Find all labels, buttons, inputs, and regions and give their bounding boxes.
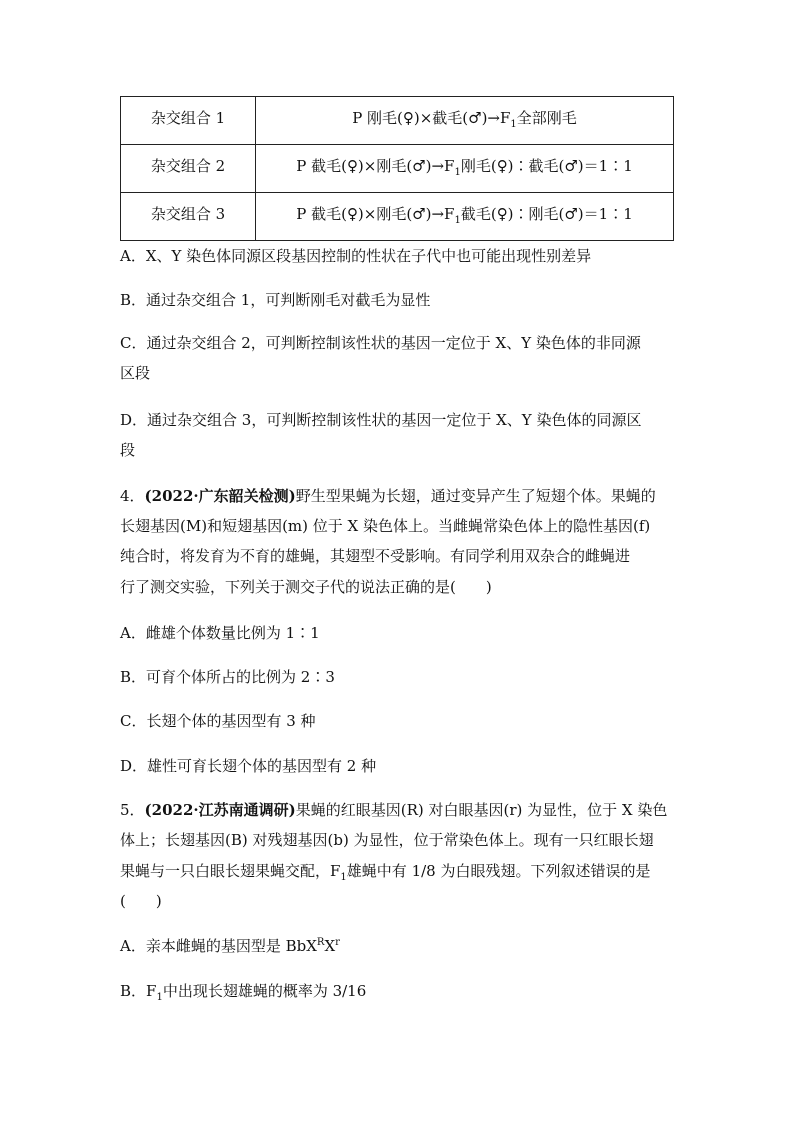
cross-description	[256, 97, 674, 145]
option-text: 中出现长翅雄蝇的概率为 3/16	[162, 982, 367, 1000]
subscript: 1	[454, 167, 461, 178]
table-row	[121, 145, 674, 193]
q3-option-c: C．通过杂交组合 2，可判断控制该性状的基因一定位于 X、Y 染色体的非同源	[120, 334, 641, 352]
q3-option-d: D．通过杂交组合 3，可判断控制该性状的基因一定位于 X、Y 染色体的同源区	[120, 411, 642, 429]
question-text: 雄蝇中有 1/8 为白眼残翅。下列叙述错误的是	[346, 862, 651, 880]
q3-option-d-cont: 段	[120, 441, 136, 459]
subscript: 1	[454, 215, 461, 226]
superscript: r	[335, 937, 340, 948]
q4-stem-line1	[120, 486, 656, 506]
cross-label: 杂交组合 2	[121, 145, 256, 193]
q4-option-a: A．雌雄个体数量比例为 1∶1	[120, 624, 320, 642]
q5-stem-line1	[120, 800, 667, 820]
subscript: 1	[340, 872, 347, 883]
q4-stem-line2: 长翅基因(M)和短翅基因(m) 位于 X 染色体上。当雌蝇常染色体上的隐性基因(f)	[120, 517, 651, 535]
question-text: 果蝇与一只白眼长翅果蝇交配，F	[120, 862, 341, 880]
q4-option-b: B．可育个体所占的比例为 2∶3	[120, 668, 335, 686]
subscript: 1	[510, 119, 517, 130]
q3-option-c-cont: 区段	[120, 364, 151, 382]
cross-label: 杂交组合 1	[121, 97, 256, 145]
q5-option-b	[120, 981, 366, 1001]
question-number: 5．	[120, 801, 145, 819]
q4-option-d: D．雄性可育长翅个体的基因型有 2 种	[120, 757, 377, 775]
q5-option-a	[120, 936, 340, 956]
q4-option-c: C．长翅个体的基因型有 3 种	[120, 712, 316, 730]
question-text: 野生型果蝇为长翅，通过变异产生了短翅个体。果蝇的	[295, 487, 656, 505]
q5-stem-line3	[120, 861, 650, 881]
option-text: A．亲本雌蝇的基因型是 BbX	[120, 937, 317, 955]
q3-option-a: A．X、Y 染色体同源区段基因控制的性状在子代中也可能出现性别差异	[120, 247, 592, 265]
cross-description	[256, 193, 674, 241]
question-source: (2022·广东韶关检测)	[144, 487, 296, 505]
q4-stem-line3: 纯合时，将发育为不育的雄蝇，其翅型不受影响。有同学利用双杂合的雌蝇进	[120, 547, 631, 565]
q5-stem-line4: ( )	[120, 892, 162, 910]
option-text: X	[324, 937, 336, 955]
q4-stem-line4: 行了测交实验，下列关于测交子代的说法正确的是( )	[120, 578, 492, 596]
option-text: B．F	[120, 982, 157, 1000]
q5-stem-line2: 体上；长翅基因(B) 对残翅基因(b) 为显性，位于常染色体上。现有一只红眼长翅	[120, 831, 654, 849]
table-row	[121, 193, 674, 241]
subscript: 1	[156, 992, 163, 1003]
cross-label: 杂交组合 3	[121, 193, 256, 241]
cross-description	[256, 145, 674, 193]
cross-parents: P 截毛(♀)×刚毛(♂)→F	[296, 157, 455, 175]
q3-option-b: B．通过杂交组合 1，可判断刚毛对截毛为显性	[120, 291, 431, 309]
cross-result: 刚毛(♀)∶截毛(♂)＝1∶1	[460, 157, 633, 175]
cross-result: 全部刚毛	[516, 109, 577, 127]
cross-parents: P 截毛(♀)×刚毛(♂)→F	[296, 205, 455, 223]
question-source: (2022·江苏南通调研)	[144, 801, 296, 819]
cross-table	[120, 96, 674, 241]
cross-result: 截毛(♀)∶刚毛(♂)＝1∶1	[460, 205, 633, 223]
table-row	[121, 97, 674, 145]
question-text: 果蝇的红眼基因(R) 对白眼基因(r) 为显性，位于 X 染色	[295, 801, 668, 819]
question-number: 4．	[120, 487, 145, 505]
superscript: R	[316, 937, 325, 948]
cross-parents: P 刚毛(♀)×截毛(♂)→F	[352, 109, 511, 127]
